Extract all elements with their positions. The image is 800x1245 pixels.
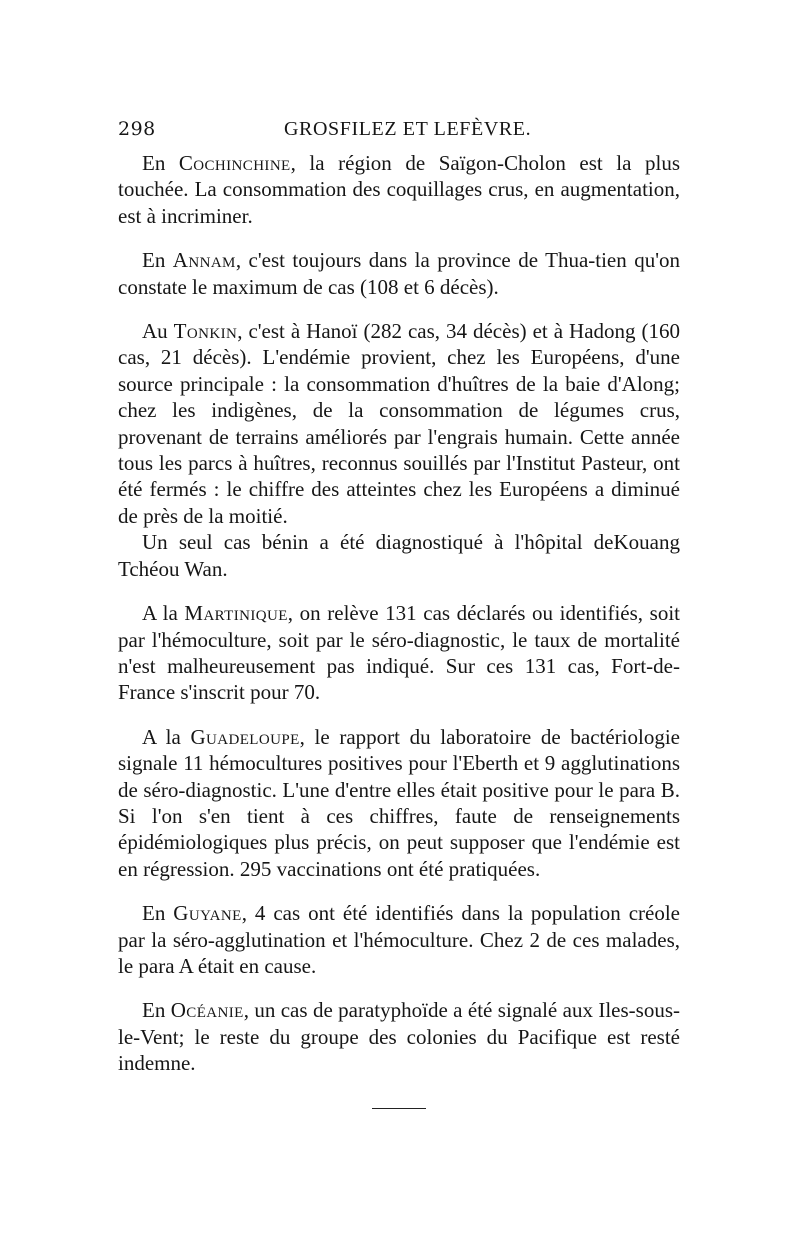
- paragraph-text: , un cas de paratyphoïde a été signalé aux Iles-sous-le-Vent; le reste du groupe des colonies du Pacifique est resté indemne.: [118, 998, 681, 1076]
- place-name: Guadeloupe: [190, 724, 300, 749]
- paragraph-lead: En: [142, 248, 173, 273]
- paragraph-tonkin: [118, 318, 680, 529]
- paragraph-lead: A la: [142, 724, 191, 749]
- paragraph-oceanie: [118, 997, 680, 1076]
- place-name: Cochinchine: [178, 151, 291, 175]
- paragraph-annam: [118, 247, 680, 300]
- paragraph-text: , on relève 131 cas déclarés ou identifiés, soit par l'hémoculture, soit par le séro-diagnostic, le taux de mortalité n'est malheureusement pas indiqué. Sur ces 131 cas, Fort-de-France s'inscrit pour 70.: [118, 601, 680, 705]
- section-end-rule: [372, 1108, 426, 1109]
- paragraph-martinique: [118, 600, 680, 706]
- paragraph-text: , c'est à Hanoï (282 cas, 34 décès) et à Hadong (160 cas, 21 décès). L'endémie provient, chez les Européens, d'une source principale : la consommation d'huîtres de la baie d'Along; chez les indigènes, de la consommation de légumes crus, provenant de terrains améliorés par l'engrais humain. Cette année tous les parcs à huîtres, reconnus souillés par l'Institut Pasteur, ont été fermés : le chiffre des atteintes chez les Européens a diminué de près de la moitié.: [118, 319, 680, 528]
- paragraph-lead: A la: [142, 601, 185, 626]
- place-name: Annam: [172, 248, 236, 273]
- paragraph-cochinchine: [118, 150, 680, 229]
- running-title: GROSFILEZ ET LEFÈVRE.: [284, 118, 532, 140]
- place-name: Martinique: [184, 601, 288, 626]
- paragraph-lead: En: [142, 151, 179, 175]
- running-header: [118, 118, 680, 144]
- paragraph-kouang-tcheou-wan: [118, 529, 680, 582]
- paragraph-text: , le rapport du laboratoire de bactériologie signale 11 hémocultures positives pour l'Eberth et 9 agglutinations de séro-diagnostic. L'une d'entre elles était positive pour le para B. Si l'on s'en tient à ces chiffres, faute de renseignements épidémiologiques plus précis, on peut supposer que l'endémie est en régression. 295 vaccinations ont été pratiquées.: [118, 724, 680, 881]
- paragraph-lead: En: [142, 901, 174, 926]
- paragraph-guadeloupe: [118, 724, 680, 882]
- paragraph-text: Un seul cas bénin a été diagnostiqué à l'hôpital deKouang Tchéou Wan.: [118, 530, 680, 581]
- place-name: Tonkin: [173, 319, 238, 344]
- paragraph-lead: Au: [142, 319, 174, 344]
- paragraph-text: , c'est toujours dans la province de Thua-tien qu'on constate le maximum de cas (108 et 6 décès).: [118, 248, 680, 299]
- paragraph-text: , la région de Saïgon-Cholon est la plus touchée. La consommation des coquillages crus, en augmentation, est à incriminer.: [118, 151, 680, 228]
- paragraph-guyane: [118, 900, 680, 979]
- place-name: Guyane: [173, 901, 242, 926]
- body-text: [118, 150, 680, 1095]
- paragraph-lead: En: [142, 998, 171, 1023]
- paragraph-text: , 4 cas ont été identifiés dans la population créole par la séro-agglutination et l'hémoculture. Chez 2 de ces malades, le para A était en cause.: [118, 901, 680, 978]
- page-number: 298: [118, 118, 156, 140]
- place-name: Océanie: [170, 998, 244, 1023]
